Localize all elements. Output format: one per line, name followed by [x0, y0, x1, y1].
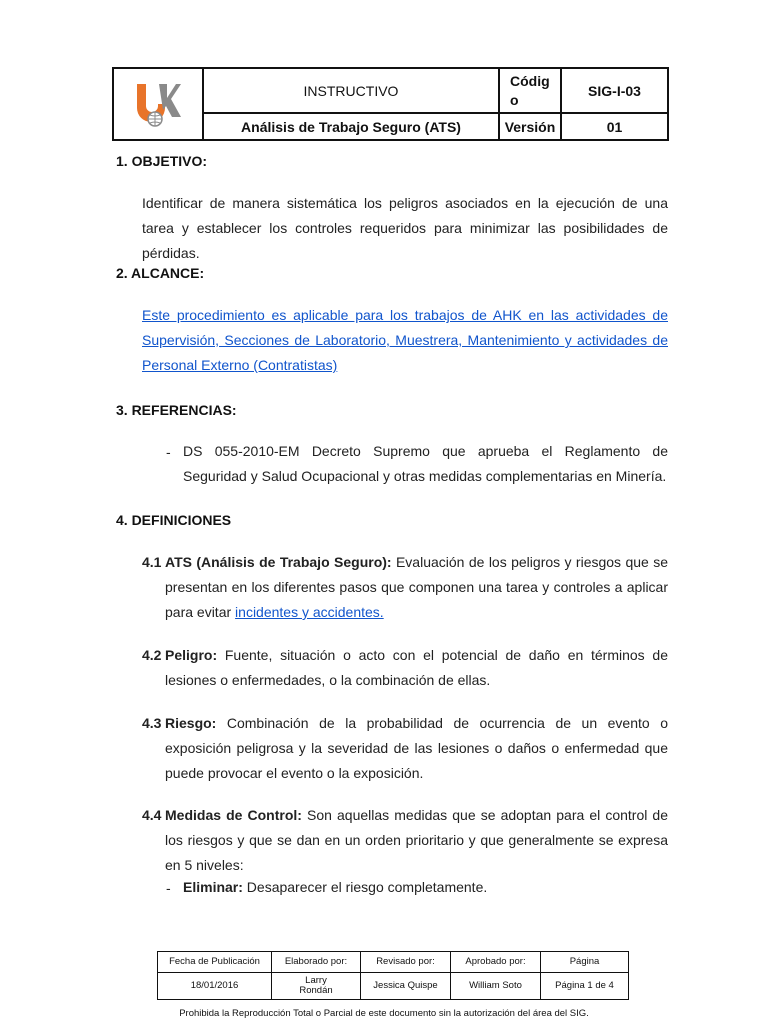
version-label: Versión	[499, 113, 561, 140]
document-header-table	[112, 67, 669, 141]
definition-text: Combinación de la probabilidad de ocurrencia de un evento o exposición peligrosa y la severidad de las lesiones o daños o enfermedad que puede provocar el evento o la exposición.	[165, 715, 668, 781]
alcance-text[interactable]	[142, 303, 668, 378]
definition-term: Peligro:	[165, 647, 218, 663]
footer-elaborado-value: Larry Rondán	[272, 973, 361, 1000]
code-label: Código	[499, 68, 561, 113]
definition-term: ATS (Análisis de Trabajo Seguro):	[165, 554, 392, 570]
definition-text: Son aquellas medidas que se adoptan para el control de los riesgos y que se dan en un orden prioritario y que generalmente se expresa en 5 niveles:	[165, 807, 669, 873]
definition-number: 4.2	[142, 647, 162, 663]
definition-number: 4.3	[142, 715, 162, 731]
objetivo-text: Identificar de manera sistemática los peligros asociados en la ejecución de una tarea y establecer los controles requeridos para minimizar las posibilidades de pérdidas.	[142, 195, 668, 261]
footer-header-revisado: Revisado por:	[361, 952, 451, 973]
footer-aprobado-value: William Soto	[451, 973, 541, 1000]
footer-header-aprobado: Aprobado por:	[451, 952, 541, 973]
definition-text: Fuente, situación o acto con el potencial de daño en términos de lesiones o enfermedades, o la combinación de ellas.	[165, 647, 668, 688]
alcance-link[interactable]: Este procedimiento es aplicable para los trabajos de AHK en las actividades de Supervisión, Secciones de Laboratorio, Muestrera, Mantenimiento y actividades de Personal Externo (Contratistas)	[142, 307, 668, 373]
footer-header-pagina: Página	[541, 952, 629, 973]
definition-peligro	[142, 643, 668, 693]
company-logo-cell	[113, 68, 203, 140]
reference-item: DS 055-2010-EM Decreto Supremo que aprueba el Reglamento de Seguridad y Salud Ocupacional y otras medidas complementarias en Minería.	[183, 443, 668, 484]
definition-number: 4.1	[142, 554, 162, 570]
definition-medidas-control	[142, 803, 668, 878]
footer-revisado-value: Jessica Quispe	[361, 973, 451, 1000]
definition-riesgo	[142, 711, 668, 786]
control-level-term: Eliminar:	[183, 879, 243, 895]
footer-header-elaborado: Elaborado por:	[272, 952, 361, 973]
definition-number: 4.4	[142, 807, 162, 823]
definition-text: Evaluación de los peligros y riesgos que se presentan en los diferentes pasos que componen una tarea y controles a aplicar para evitar	[165, 554, 668, 620]
incidentes-link[interactable]: incidentes y accidentes.	[235, 604, 384, 620]
approval-footer-table	[157, 951, 629, 1000]
version-value: 01	[561, 113, 668, 140]
doc-title: Análisis de Trabajo Seguro (ATS)	[203, 113, 499, 140]
footer-copyright-note: Prohibida la Reproducción Total o Parcial de este documento sin la autorización del área del SIG.	[179, 1008, 589, 1019]
definition-ats	[142, 550, 668, 625]
control-level-eliminar	[183, 875, 668, 900]
section-heading-referencias: 3. REFERENCIAS:	[116, 402, 237, 418]
section-heading-objetivo: 1. OBJETIVO:	[116, 153, 208, 169]
footer-header-fecha: Fecha de Publicación	[158, 952, 272, 973]
footer-pagina-value: Página 1 de 4	[541, 973, 629, 1000]
footer-fecha-value: 18/01/2016	[158, 973, 272, 1000]
reference-bullet: -	[166, 444, 171, 460]
control-bullet: -	[166, 880, 171, 896]
definition-term: Medidas de Control:	[165, 807, 302, 823]
company-logo-icon	[135, 81, 181, 127]
section-heading-definiciones: 4. DEFINICIONES	[116, 512, 232, 528]
code-value: SIG-I-03	[561, 68, 668, 113]
definition-term: Riesgo:	[165, 715, 217, 731]
section-heading-alcance: 2. ALCANCE:	[116, 265, 205, 281]
doc-type: INSTRUCTIVO	[203, 68, 499, 113]
control-level-text: Desaparecer el riesgo completamente.	[242, 879, 488, 895]
